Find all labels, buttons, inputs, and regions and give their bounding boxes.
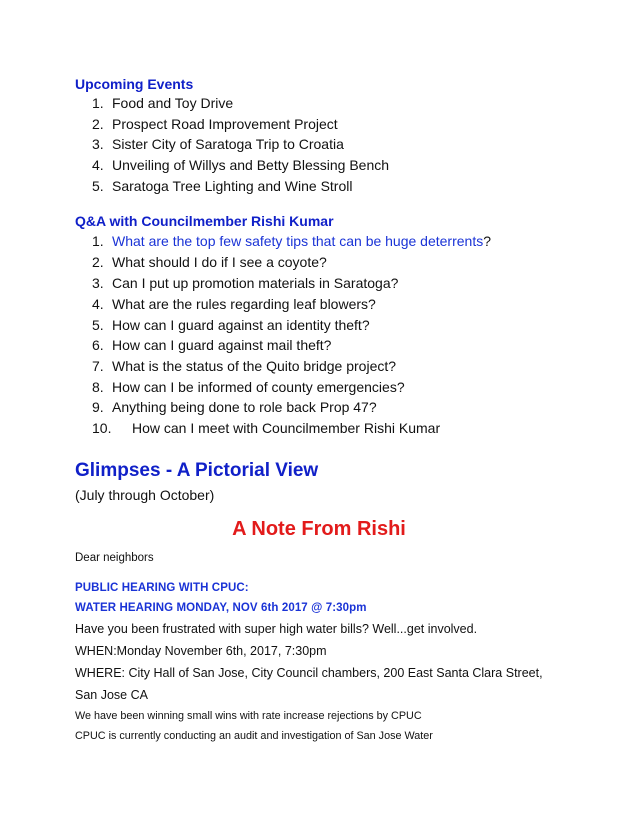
greeting: Dear neighbors <box>75 552 154 564</box>
list-number: 7. <box>92 358 104 374</box>
list-number: 3. <box>92 275 104 291</box>
list-item <box>92 157 389 173</box>
note-title: A Note From Rishi <box>232 518 406 540</box>
list-item-text: What should I do if I see a coyote? <box>112 254 327 270</box>
note-line: WHEN:Monday November 6th, 2017, 7:30pm <box>75 644 327 658</box>
list-item-text: Sister City of Saratoga Trip to Croatia <box>112 136 344 152</box>
note-line: CPUC is currently conducting an audit and investigation of San Jose Water <box>75 730 433 742</box>
question-mark: ? <box>483 233 492 249</box>
list-item-text: How can I guard against an identity theft? <box>112 317 370 333</box>
list-number: 8. <box>92 379 104 395</box>
list-item <box>92 116 338 132</box>
list-item <box>92 233 491 249</box>
list-item-text: How can I meet with Councilmember Rishi Kumar <box>132 420 441 436</box>
list-item <box>92 178 352 194</box>
glimpses-heading: Glimpses - A Pictorial View <box>75 460 319 481</box>
glimpses-subheading: (July through October) <box>75 487 215 503</box>
list-item <box>92 379 405 395</box>
list-number: 4. <box>92 296 104 312</box>
note-line: Have you been frustrated with super high water bills? Well...get involved. <box>75 622 478 636</box>
qa-heading: Q&A with Councilmember Rishi Kumar <box>75 213 334 229</box>
list-number: 5. <box>92 178 104 194</box>
list-item <box>92 399 377 415</box>
list-number: 6. <box>92 337 104 353</box>
list-item-text: Can I put up promotion materials in Saratoga? <box>112 275 399 291</box>
list-number: 2. <box>92 254 104 270</box>
list-number: 1. <box>92 233 104 249</box>
list-number: 1. <box>92 95 104 111</box>
list-item-text: How can I be informed of county emergencies? <box>112 379 405 395</box>
list-item <box>92 420 440 436</box>
list-item-text: Anything being done to role back Prop 47? <box>112 399 377 415</box>
list-item <box>92 254 327 270</box>
list-number: 4. <box>92 157 104 173</box>
list-item <box>92 136 344 152</box>
note-line: San Jose CA <box>75 688 148 702</box>
note-line: WHERE: City Hall of San Jose, City Council chambers, 200 East Santa Clara Street, <box>75 666 543 680</box>
list-item-text: Prospect Road Improvement Project <box>112 116 338 132</box>
list-number: 3. <box>92 136 104 152</box>
list-number: 10. <box>92 420 112 436</box>
list-item <box>92 275 398 291</box>
hearing-date: WATER HEARING MONDAY, NOV 6th 2017 @ 7:30pm <box>75 602 367 614</box>
list-item <box>92 358 396 374</box>
list-item <box>92 296 376 312</box>
safety-tips-link[interactable]: What are the top few safety tips that can be huge deterrents <box>112 233 484 249</box>
list-number: 5. <box>92 317 104 333</box>
note-line: We have been winning small wins with rate increase rejections by CPUC <box>75 710 422 722</box>
list-item-text: Saratoga Tree Lighting and Wine Stroll <box>112 178 353 194</box>
upcoming-events-heading: Upcoming Events <box>75 76 194 92</box>
list-number: 9. <box>92 399 104 415</box>
list-item-text: How can I guard against mail theft? <box>112 337 332 353</box>
list-item <box>92 337 331 353</box>
list-item-text: What are the rules regarding leaf blowers? <box>112 296 376 312</box>
list-number: 2. <box>92 116 104 132</box>
list-item <box>92 317 370 333</box>
list-item-text: Food and Toy Drive <box>112 95 234 111</box>
list-item <box>92 95 233 111</box>
list-item-text: Unveiling of Willys and Betty Blessing Bench <box>112 157 390 173</box>
list-item-text: What is the status of the Quito bridge project? <box>112 358 397 374</box>
hearing-heading: PUBLIC HEARING WITH CPUC: <box>75 582 249 594</box>
